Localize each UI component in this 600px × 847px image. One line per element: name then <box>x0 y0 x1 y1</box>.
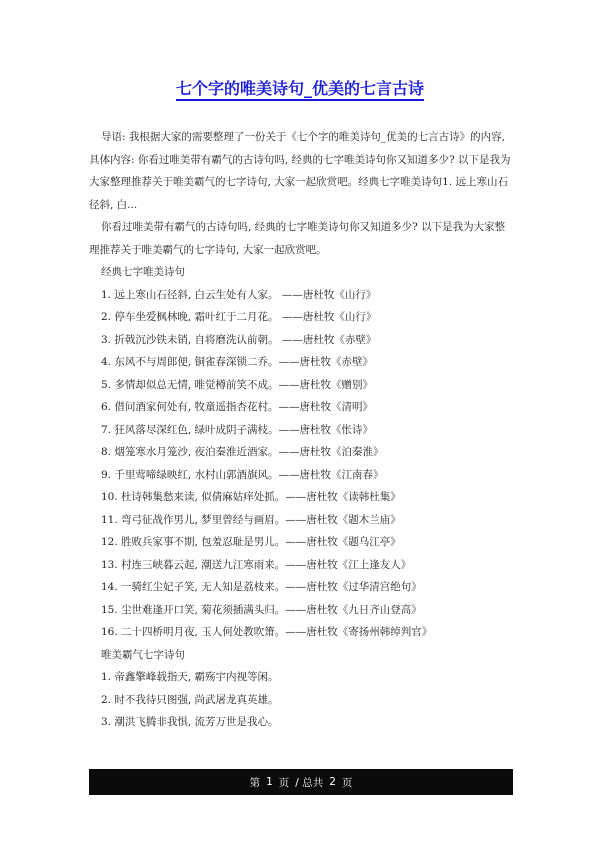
list-item: 9. 千里莺啼绿映红, 水村山郭酒旗风。——唐杜牧《江南春》 <box>101 468 384 481</box>
list-item: 10. 杜诗韩集愁来读, 似倩麻姑痒处抓。——唐杜牧《读韩杜集》 <box>101 491 401 503</box>
footer-label-ye: 页 <box>278 776 290 789</box>
list-item: 3. 折戟沉沙铁未销, 自将磨洗认前朝。 ——唐杜牧《赤壁》 <box>101 333 377 346</box>
classic-poem-list <box>89 284 513 644</box>
list-item: 14. 一骑红尘妃子笑, 无人知是荔枝来。——唐杜牧《过华清宫绝句》 <box>101 581 422 593</box>
list-item: 16. 二十四桥明月夜, 玉人何处教吹箫。——唐杜牧《寄扬州韩绰判官》 <box>101 626 433 638</box>
second-paragraph: 你看过唯美带有霸气的古诗句吗, 经典的七字唯美诗句你又知道多少? 以下是我为大家整理推荐关于唯美霸气的七字诗句, 大家一起欣赏吧。 <box>89 221 506 256</box>
list-item: 13. 村连三峡暮云起, 潮送九江寒雨来。——唐杜牧《江上逢友人》 <box>101 558 412 571</box>
document-body <box>89 126 513 734</box>
document-title <box>0 76 600 99</box>
list-item: 4. 东风不与周郎便, 铜雀春深锁二乔。——唐杜牧《赤壁》 <box>101 356 374 368</box>
list-item: 5. 多情却似总无情, 唯觉樽前笑不成。——唐杜牧《赠别》 <box>101 378 374 391</box>
list-item: 15. 尘世难逢开口笑, 菊花须插满头归。——唐杜牧《九日齐山登高》 <box>101 603 422 616</box>
list-item: 1. 帝鑫擎峰载指天, 霸殇宇内视等闲。 <box>101 671 279 683</box>
list-item: 3. 潮洪飞腾非我惧, 流芳万世是我心。 <box>101 716 279 728</box>
intro-paragraph: 导语: 我根据大家的需要整理了一份关于《七个字的唯美诗句_优美的七言古诗》的内容, 具体内容: 你看过唯美带有霸气的古诗句吗, 经典的七字唯美诗句你又知道多少? 以下是我为大家整理推荐关于唯美霸气的七字诗句, 大家一起欣赏吧。经典七字唯美诗句1. 远上寒山石径斜, 白... <box>89 131 511 211</box>
section-heading-classic: 经典七字唯美诗句 <box>101 266 185 278</box>
footer-label-ye2: 页 <box>341 776 353 789</box>
list-item: 11. 弯弓征战作男儿, 梦里曾经与画眉。——唐杜牧《题木兰庙》 <box>101 513 401 526</box>
list-item: 12. 胜败兵家事不期, 包羞忍耻是男儿。——唐杜牧《题乌江亭》 <box>101 536 401 548</box>
section-heading-domineering: 唯美霸气七字诗句 <box>101 648 185 661</box>
footer-label-total: / 总共 <box>295 776 324 789</box>
document-title-text: 七个字的唯美诗句_优美的七言古诗 <box>176 79 424 101</box>
list-item: 2. 停车坐爱枫林晚, 霜叶红于二月花。 ——唐杜牧《山行》 <box>101 311 377 323</box>
footer-label-page: 第 <box>249 776 261 789</box>
list-item: 7. 狂风落尽深红色, 绿叶成阴子满枝。——唐杜牧《怅诗》 <box>101 423 374 436</box>
domineering-poem-list <box>89 666 513 734</box>
list-item: 8. 烟笼寒水月笼沙, 夜泊秦淮近酒家。——唐杜牧《泊秦淮》 <box>101 446 384 458</box>
list-item: 2. 时不我待只图强, 尚武屠龙真英雄。 <box>101 693 279 706</box>
page-footer <box>89 769 513 795</box>
list-item: 6. 借问酒家何处有, 牧童遥指杏花村。——唐杜牧《清明》 <box>101 401 374 413</box>
list-item: 1. 远上寒山石径斜, 白云生处有人家。 ——唐杜牧《山行》 <box>101 288 377 301</box>
current-page-number: 1 <box>266 776 273 788</box>
total-pages-number: 2 <box>329 776 336 788</box>
